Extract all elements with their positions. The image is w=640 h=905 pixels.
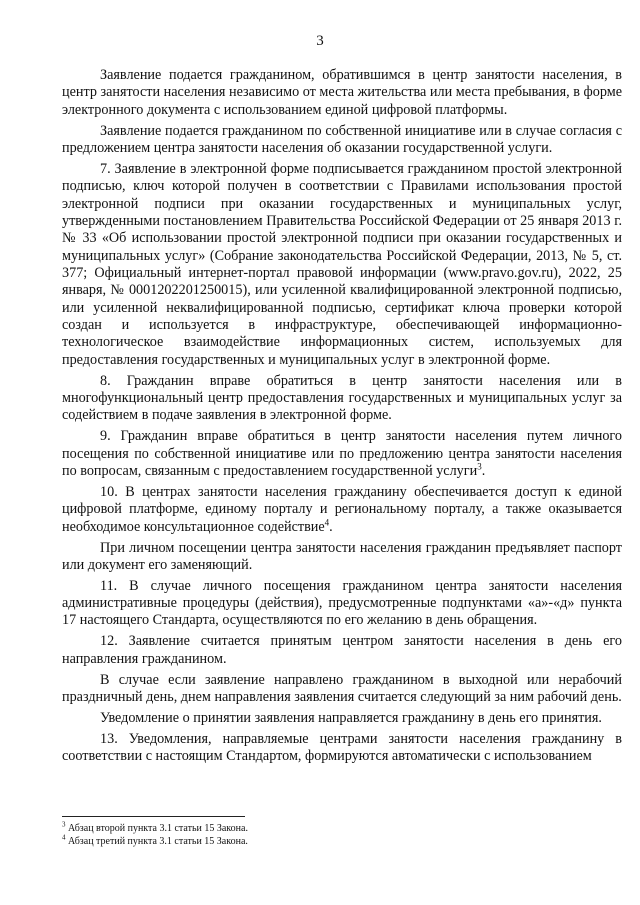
paragraph-12 — [62, 633, 622, 668]
paragraph-text: 11. В случае личного посещения гражданином центра занятости населения административные процедуры (действия), предусмотренные подпунктами «а»-«д» пункта 17 настоящего Стандарта, осуществляются по его желанию в день обращения. — [62, 577, 622, 629]
paragraph-text: При личном посещении центра занятости населения гражданин предъявляет паспорт или документ его заменяющий. — [62, 539, 622, 573]
page-number: 3 — [316, 33, 324, 49]
paragraph-text: В случае если заявление направлено гражданином в выходной или нерабочий праздничный день, днем направления заявления считается следующий за ним рабочий день. — [62, 671, 622, 706]
paragraph-9 — [62, 428, 622, 480]
paragraph-10-passport — [62, 540, 622, 575]
footnotes — [62, 822, 622, 848]
paragraph-text: 12. Заявление считается принятым центром занятости населения в день его направления гражданином. — [62, 633, 622, 667]
footnote-ref-4[interactable]: 4 — [324, 516, 330, 527]
paragraph-text: 7. Заявление в электронной форме подписывается гражданином простой электронной подписью, ключ которой получен в соответствии с Правилами использования простой электронной подписи при оказании государственных и муниципальных услуг, утвержденными постановлением Правительства Российской Федерации от 25 января 2013 г. № 33 «Об использовании простой электронной подписи при оказании государственных и муниципальных услуг» (Собрание законодательства Российской Федерации, 2013, № 5, ст. 377; Официальный интернет-портал правовой информации (www.pravo.gov.ru), 2022, 25 января, № 0001202201250015), или усиленной квалифицированной электронной подписью, или усиленной неквалифицированной подписью, сертификат ключа проверки которой создан и используется в инфраструктуре, обеспечивающей информационно-технологическое взаимодействие информационных систем, используемых для предоставления государственных и муниципальных услуг в электронной форме. — [62, 160, 622, 368]
paragraph-13 — [62, 731, 622, 766]
paragraph-text: Заявление подается гражданином, обратившимся в центр занятости населения, в центр занятости населения независимо от места жительства или места пребывания, в форме электронного документа с использованием единой цифровой платформы. — [62, 67, 622, 118]
footnote-divider — [62, 816, 245, 817]
paragraph-end: . — [329, 518, 333, 535]
paragraph-12-notice — [62, 710, 622, 727]
paragraph-1 — [62, 67, 622, 119]
paragraph-text: 9. Гражданин вправе обратиться в центр занятости населения путем личного посещения по собственной инициативе или по предложению центра занятости населения по вопросам, связанным с предоставлением государственной услуги — [62, 428, 622, 479]
paragraph-8 — [62, 373, 622, 425]
paragraph-text: Заявление подается гражданином по собственной инициативе или в случае согласия с предложением центра занятости населения об оказании государственной услуги. — [62, 122, 622, 156]
footnote-ref-3[interactable]: 3 — [477, 461, 482, 472]
paragraph-7 — [62, 161, 622, 369]
document-body — [62, 67, 622, 766]
footnote-4 — [62, 835, 622, 848]
paragraph-11 — [62, 578, 622, 630]
paragraph-10 — [62, 484, 622, 536]
footnote-text: Абзац третий пункта 3.1 статьи 15 Закона. — [65, 836, 248, 847]
paragraph-12-holiday — [62, 672, 622, 707]
paragraph-end: . — [481, 462, 486, 479]
paragraph-2 — [62, 123, 622, 158]
footnote-3 — [62, 822, 622, 835]
paragraph-text: 8. Гражданин вправе обратиться в центр занятости населения или в многофункциональный центр предоставления государственных и муниципальных услуг за содействием в подаче заявления в электронной форме. — [62, 372, 622, 424]
paragraph-text: 13. Уведомления, направляемые центрами занятости населения гражданину в соответствии с настоящим Стандартом, формируются автоматически с использованием — [62, 730, 622, 765]
paragraph-text: Уведомление о принятии заявления направляется гражданину в день его принятия. — [100, 709, 602, 726]
footnote-text: Абзац второй пункта 3.1 статьи 15 Закона. — [65, 823, 248, 834]
paragraph-text: 10. В центрах занятости населения гражданину обеспечивается доступ к единой цифровой платформе, единому порталу и региональному порталу, а также оказывается необходимое консультационное содействие — [62, 483, 622, 535]
footnote-mark: 3 — [62, 820, 66, 829]
footnote-mark: 4 — [62, 833, 66, 842]
